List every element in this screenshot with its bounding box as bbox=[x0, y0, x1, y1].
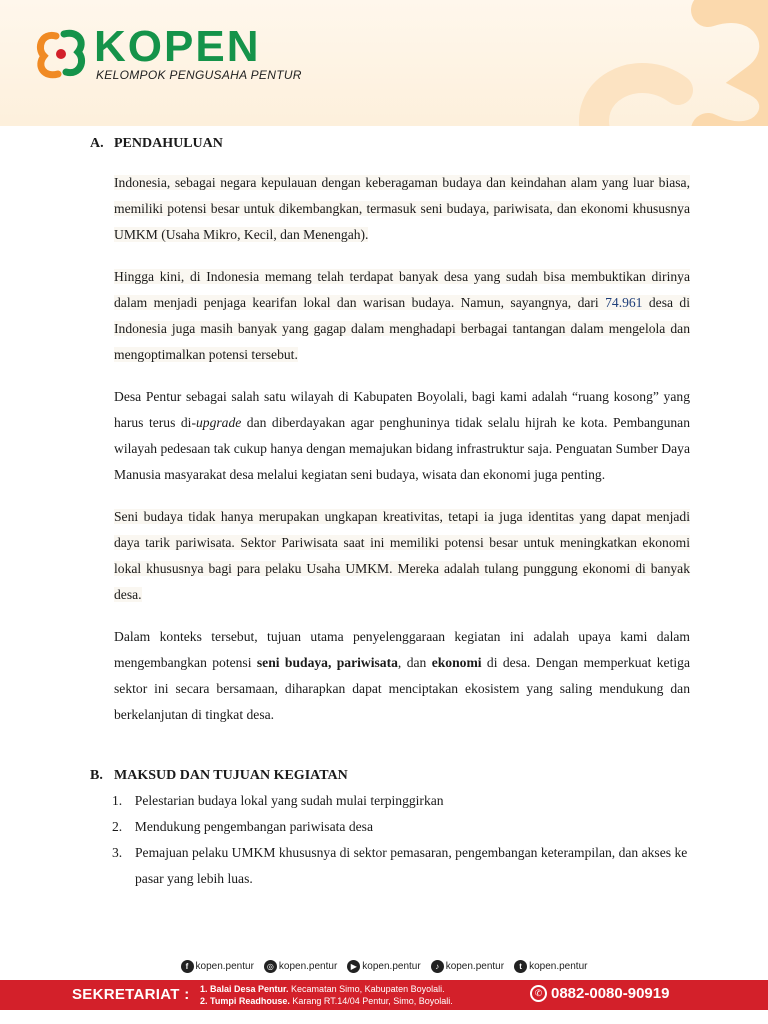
kopen-logo bbox=[34, 21, 302, 82]
paragraph-text: Desa Pentur sebagai salah satu wilayah di Kabupaten Boyolali, bagi kami adalah “ruang kosong” yang harus terus di- bbox=[114, 389, 690, 430]
bold-term: ekonomi bbox=[431, 655, 482, 670]
address-detail: Kecamatan Simo, Kabupaten Boyolali. bbox=[288, 984, 445, 994]
social-instagram[interactable] bbox=[264, 960, 337, 973]
list-number: 3. bbox=[112, 845, 123, 860]
section-number: B. bbox=[90, 768, 103, 783]
paragraph-text: Indonesia, sebagai negara kepulauan dengan keberagaman budaya dan keindahan alam yang luar biasa, memiliki potensi besar untuk dikembangkan, termasuk seni budaya, pariwisata, dan ekonomi khususnya UMKM (Usaha Mikro, Kecil, dan Menengah). bbox=[114, 175, 690, 242]
sekretariat-label: SEKRETARIAT : bbox=[72, 986, 190, 1003]
paragraph-text: di desa. Dengan memperkuat ketiga sektor ini secara bersamaan, diharapkan dapat menciptakan ekosistem yang saling mendukung dan berkelanjutan di tingkat desa. bbox=[114, 655, 690, 722]
objectives-list bbox=[90, 788, 690, 892]
italic-term: upgrade bbox=[195, 415, 242, 430]
paragraph-1 bbox=[114, 170, 690, 248]
social-media-bar bbox=[0, 954, 768, 978]
paragraph-text: dan diberdayakan agar penghuninya tidak selalu hijrah ke kota. Pembangunan wilayah pedesaan tak cukup hanya dengan memajukan bidang infrastruktur saja. Penguatan Sumber Daya Manusia masyarakat desa melalui kegiatan seni budaya, wisata dan ekonomi juga penting. bbox=[114, 415, 690, 482]
social-twitter[interactable] bbox=[514, 960, 587, 973]
youtube-icon: ▶ bbox=[347, 960, 360, 973]
list-number: 1. bbox=[112, 793, 123, 808]
logo-title: KOPEN bbox=[94, 21, 261, 71]
paragraph-text: Dalam konteks tersebut, tujuan utama penyelenggaraan kegiatan ini adalah upaya kami dalam mengembangkan potensi bbox=[114, 629, 690, 670]
list-text: Pelestarian budaya lokal yang sudah mulai terpinggirkan bbox=[134, 793, 444, 808]
phone-number: 0882-0080-90919 bbox=[551, 985, 670, 1002]
twitter-icon: t bbox=[514, 960, 527, 973]
social-handle: kopen.pentur bbox=[195, 960, 254, 972]
document-body bbox=[90, 134, 690, 892]
paragraph-text: , dan bbox=[397, 655, 432, 670]
list-text: Pemajuan pelaku UMKM khususnya di sektor pemasaran, pengembangan keterampilan, dan akses ke pasar yang lebih luas. bbox=[135, 845, 688, 886]
paragraph-text: Seni budaya tidak hanya merupakan ungkapan kreativitas, tetapi ia juga identitas yang dapat menjadi daya tarik pariwisata. Sektor Pariwisata saat ini memiliki potensi besar untuk meningkatkan ekonomi lokal khususnya bagi para pelaku Usaha UMKM. Mereka adalah tulang punggung ekonomi di banyak desa. bbox=[114, 509, 690, 602]
paragraph-4 bbox=[114, 504, 690, 608]
social-handle: kopen.pentur bbox=[362, 960, 421, 972]
section-b-heading bbox=[90, 766, 690, 786]
address-name: 2. Tumpi Readhouse. bbox=[200, 996, 290, 1006]
address-detail: Karang RT.14/04 Pentur, Simo, Boyolali. bbox=[289, 996, 453, 1006]
paragraph-3 bbox=[114, 384, 690, 488]
paragraph-text: Hingga kini, di Indonesia memang telah terdapat banyak desa yang sudah bisa membuktikan dirinya dalam menjadi penjaga kearifan lokal dan warisan budaya. Namun, sayangnya, dari bbox=[114, 269, 690, 310]
list-item bbox=[112, 788, 690, 814]
facebook-icon: f bbox=[181, 960, 194, 973]
section-title: MAKSUD DAN TUJUAN KEGIATAN bbox=[114, 768, 348, 783]
paragraph-text: desa di Indonesia juga masih banyak yang gagap dalam menghadapi berbagai tantangan dalam mengelola dan mengoptimalkan potensi tersebut. bbox=[114, 295, 690, 362]
header-watermark-logo bbox=[558, 0, 768, 126]
list-item bbox=[112, 814, 690, 840]
instagram-icon: ◎ bbox=[264, 960, 277, 973]
paragraph-2 bbox=[114, 264, 690, 368]
paragraph-5 bbox=[114, 624, 690, 728]
whatsapp-icon: ✆ bbox=[530, 985, 547, 1002]
address-block bbox=[200, 983, 453, 1007]
address-name: 1. Balai Desa Pentur. bbox=[200, 984, 289, 994]
social-handle: kopen.pentur bbox=[445, 960, 505, 972]
social-handle: kopen.pentur bbox=[278, 960, 338, 972]
bold-term: seni budaya, pariwisata bbox=[256, 655, 398, 670]
logo-subtitle: KELOMPOK PENGUSAHA PENTUR bbox=[96, 67, 302, 82]
section-title: PENDAHULUAN bbox=[114, 136, 223, 151]
list-item bbox=[112, 840, 690, 892]
whatsapp-contact[interactable] bbox=[530, 985, 669, 1002]
footer-strip bbox=[0, 1010, 768, 1024]
kopen-mark-icon bbox=[34, 26, 88, 82]
desa-count: 74.961 bbox=[605, 295, 643, 310]
list-text: Mendukung pengembangan pariwisata desa bbox=[134, 819, 373, 834]
section-number: A. bbox=[90, 136, 104, 151]
social-youtube[interactable] bbox=[347, 960, 420, 973]
social-handle: kopen.pentur bbox=[529, 960, 588, 972]
social-tiktok[interactable] bbox=[431, 960, 504, 973]
letterhead bbox=[0, 0, 768, 126]
tiktok-icon: ♪ bbox=[431, 960, 444, 973]
social-facebook[interactable] bbox=[181, 960, 254, 973]
list-number: 2. bbox=[112, 819, 123, 834]
footer-bar bbox=[0, 980, 768, 1010]
section-a-heading bbox=[90, 134, 690, 154]
